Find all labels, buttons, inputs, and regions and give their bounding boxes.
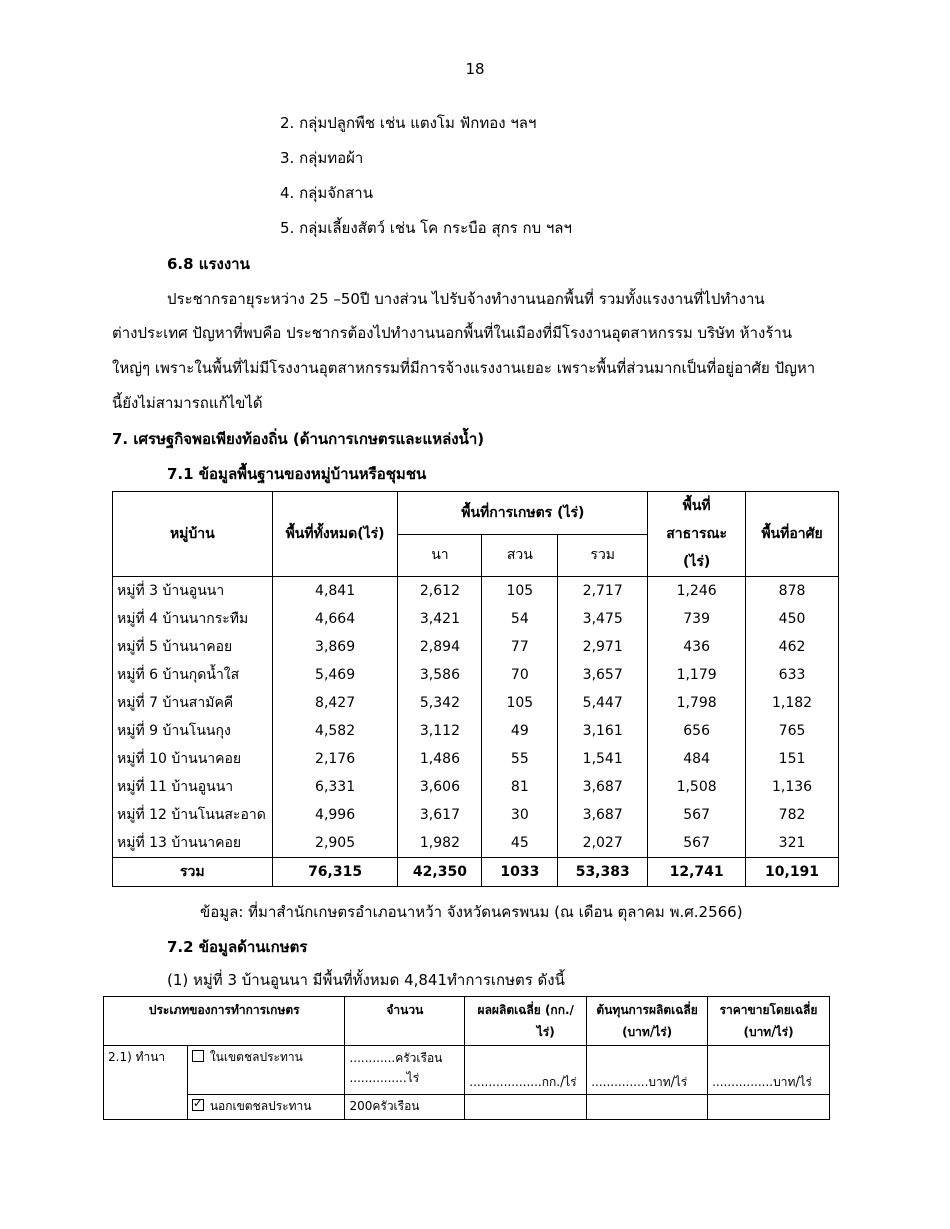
table-row: [113, 717, 839, 745]
header-price-line2: (บาท/ไร่): [743, 1025, 794, 1039]
table-cell: 30: [482, 801, 558, 829]
list-item: 5. กลุ่มเลี้ยงสัตว์ เช่น โค กระบือ สุกร กบ ฯลฯ: [280, 219, 572, 237]
paragraph-line: นี้ยังไม่สามารถแก้ไขได้: [112, 394, 263, 412]
table-cell: 6,331: [272, 773, 398, 801]
header-type: ประเภทของการทำการเกษตร: [104, 997, 345, 1046]
table-cell: 5,342: [398, 689, 482, 717]
table-cell: 3,112: [398, 717, 482, 745]
table-cell: 656: [648, 717, 746, 745]
option-non-irrigated-amount: 200ครัวเรือน: [345, 1095, 465, 1120]
table-cell: 2,717: [558, 577, 648, 606]
table-cell: 2,905: [272, 829, 398, 858]
table-cell: 2,971: [558, 633, 648, 661]
table-source-note: ข้อมูล: ที่มาสำนักเกษตรอำเภอนาหว้า จังหวัดนครพนม (ณ เดือน ตุลาคม พ.ศ.2566): [200, 903, 743, 921]
header-yield-line2: ไร่): [536, 1025, 555, 1039]
paragraph-line: ใหญ่ๆ เพราะในพื้นที่ไม่มีโรงงานอุตสาหกรรมที่มีการจ้างแรงงานเยอะ เพราะพื้นที่ส่วนมากเป็นที่อยู่อาศัย ปัญหา: [112, 359, 816, 377]
table-cell: 4,582: [272, 717, 398, 745]
rai-blank: ...............ไร่: [349, 1071, 420, 1085]
table-cell: 105: [482, 577, 558, 606]
table-cell: 1,136: [746, 773, 839, 801]
table-cell: 3,657: [558, 661, 648, 689]
header-agri-total: รวม: [558, 534, 648, 577]
table-cell: 450: [746, 605, 839, 633]
header-total-area: พื้นที่ทั้งหมด(ไร่): [272, 492, 398, 577]
table-cell: 3,617: [398, 801, 482, 829]
table-cell: 4,841: [272, 577, 398, 606]
table-cell: 4,664: [272, 605, 398, 633]
table-cell: 2,176: [272, 745, 398, 773]
header-village: หมู่บ้าน: [113, 492, 273, 577]
total-cell: 53,383: [558, 858, 648, 887]
table-cell: 1,982: [398, 829, 482, 858]
village-name-cell: หมู่ที่ 13 บ้านนาคอย: [113, 829, 273, 858]
table-cell: 8,427: [272, 689, 398, 717]
table-cell: 49: [482, 717, 558, 745]
rice-farming-row-2: [104, 1095, 830, 1120]
village-name-cell: หมู่ที่ 4 บ้านนากระทืม: [113, 605, 273, 633]
header-cost-line1: ต้นทุนการผลิตเฉลี่ย: [596, 1003, 698, 1017]
table-cell: 4,996: [272, 801, 398, 829]
header-rice: นา: [398, 534, 482, 577]
table-cell: 878: [746, 577, 839, 606]
list-item: 3. กลุ่มทอผ้า: [280, 149, 364, 167]
table-cell: 765: [746, 717, 839, 745]
table-cell: 3,606: [398, 773, 482, 801]
table-cell: 55: [482, 745, 558, 773]
table-row: [113, 801, 839, 829]
table-cell: 633: [746, 661, 839, 689]
header-cost: [587, 997, 708, 1046]
table-cell: 45: [482, 829, 558, 858]
header-price: [708, 997, 830, 1046]
paragraph-line: ประชากรอายุระหว่าง 25 –50ปี บางส่วน ไปรับจ้างทำงานนอกพื้นที่ รวมทั้งแรงงานที่ไปทำงาน: [167, 290, 765, 308]
checkbox-irrigated-icon[interactable]: [192, 1050, 204, 1062]
table-cell: 436: [648, 633, 746, 661]
header-price-line1: ราคาขายโดยเฉลี่ย: [719, 1003, 818, 1017]
table-cell: 3,687: [558, 801, 648, 829]
agriculture-table: [103, 996, 830, 1120]
table-cell: 2,612: [398, 577, 482, 606]
option-irrigated-label: ในเขตชลประทาน: [209, 1050, 303, 1064]
village-name-cell: หมู่ที่ 9 บ้านโนนกุง: [113, 717, 273, 745]
village-name-cell: หมู่ที่ 12 บ้านโนนสะอาด: [113, 801, 273, 829]
header-public-area: [648, 492, 746, 577]
section-heading-7-1: 7.1 ข้อมูลพื้นฐานของหมู่บ้านหรือชุมชน: [167, 465, 427, 483]
table-cell: 3,586: [398, 661, 482, 689]
header-residential: พื้นที่อาศัย: [746, 492, 839, 577]
table-cell: 1,179: [648, 661, 746, 689]
table-row: [113, 633, 839, 661]
table-cell: 54: [482, 605, 558, 633]
total-cell: 76,315: [272, 858, 398, 887]
table-cell: 3,161: [558, 717, 648, 745]
table-row: [113, 829, 839, 858]
table-cell: 70: [482, 661, 558, 689]
option-irrigated-amount: [345, 1046, 465, 1095]
table-cell: 1,486: [398, 745, 482, 773]
table-cell: 151: [746, 745, 839, 773]
header-public-line3: (ไร่): [682, 554, 711, 570]
table-cell: 3,421: [398, 605, 482, 633]
header-agri-area: พื้นที่การเกษตร (ไร่): [398, 492, 648, 535]
table-cell: 81: [482, 773, 558, 801]
option-irrigated[interactable]: [187, 1046, 345, 1095]
village-name-cell: หมู่ที่ 7 บ้านสามัคคี: [113, 689, 273, 717]
table-cell: 484: [648, 745, 746, 773]
table-cell: 1,246: [648, 577, 746, 606]
table-row: [113, 661, 839, 689]
table-row: [113, 773, 839, 801]
table-cell: 1,541: [558, 745, 648, 773]
total-cell: 42,350: [398, 858, 482, 887]
table-cell: 2,894: [398, 633, 482, 661]
table-cell: 782: [746, 801, 839, 829]
header-public-line2: สาธารณะ: [666, 526, 728, 542]
table-cell: 3,869: [272, 633, 398, 661]
option-non-irrigated-label: นอกเขตชลประทาน: [209, 1099, 312, 1113]
header-amount: จำนวน: [345, 997, 465, 1046]
table-cell: 1,508: [648, 773, 746, 801]
table-cell: 77: [482, 633, 558, 661]
households-blank: ............ครัวเรือน: [349, 1051, 443, 1065]
village-name-cell: หมู่ที่ 3 บ้านอูนนา: [113, 577, 273, 606]
page-number: 18: [465, 60, 485, 78]
table-row: [113, 577, 839, 606]
total-cell: 10,191: [746, 858, 839, 887]
table-cell: 3,475: [558, 605, 648, 633]
table-row: [113, 605, 839, 633]
table-row: [113, 689, 839, 717]
village-name-cell: หมู่ที่ 10 บ้านนาคอย: [113, 745, 273, 773]
village-name-cell: หมู่ที่ 11 บ้านอูนนา: [113, 773, 273, 801]
land-area-table-body: [113, 577, 839, 858]
row-label: 2.1) ทำนา: [104, 1046, 188, 1120]
empty-cell: [587, 1095, 708, 1120]
table-cell: 567: [648, 829, 746, 858]
empty-cell: [465, 1095, 587, 1120]
section-heading-6-8: 6.8 แรงงาน: [167, 255, 250, 273]
header-garden: สวน: [482, 534, 558, 577]
paragraph-line: ต่างประเทศ ปัญหาที่พบคือ ประชากรต้องไปทำงานนอกพื้นที่ในเมืองที่มีโรงงานอุตสาหกรรม บริษัท ห้างร้าน: [112, 324, 793, 342]
village-name-cell: หมู่ที่ 5 บ้านนาคอย: [113, 633, 273, 661]
list-item: 4. กลุ่มจักสาน: [280, 184, 373, 202]
header-public-line1: พื้นที่: [682, 498, 711, 514]
table-cell: 739: [648, 605, 746, 633]
table-cell: 2,027: [558, 829, 648, 858]
header-yield: [465, 997, 587, 1046]
checkbox-non-irrigated-icon[interactable]: [192, 1099, 204, 1111]
land-area-table: [112, 491, 839, 887]
table-cell: 567: [648, 801, 746, 829]
table-cell: 321: [746, 829, 839, 858]
section-heading-7-2: 7.2 ข้อมูลด้านเกษตร: [167, 938, 308, 956]
section-intro: (1) หมู่ที่ 3 บ้านอูนนา มีพื้นที่ทั้งหมด 4,841ทำการเกษตร ดังนี้: [167, 971, 565, 989]
empty-cell: [708, 1095, 830, 1120]
cost-blank: ...............บาท/ไร่: [587, 1046, 708, 1095]
village-name-cell: หมู่ที่ 6 บ้านกุดน้ำใส: [113, 661, 273, 689]
list-item: 2. กลุ่มปลูกพืช เช่น แตงโม ฟักทอง ฯลฯ: [280, 114, 537, 132]
price-blank: ................บาท/ไร่: [708, 1046, 830, 1095]
option-non-irrigated[interactable]: [187, 1095, 345, 1120]
table-cell: 3,687: [558, 773, 648, 801]
rice-farming-row: [104, 1046, 830, 1095]
table-cell: 5,447: [558, 689, 648, 717]
header-cost-line2: (บาท/ไร่): [622, 1025, 673, 1039]
table-cell: 105: [482, 689, 558, 717]
yield-blank: ...................กก./ไร่: [465, 1046, 587, 1095]
table-cell: 1,182: [746, 689, 839, 717]
total-cell: รวม: [113, 858, 273, 887]
total-cell: 12,741: [648, 858, 746, 887]
table-cell: 462: [746, 633, 839, 661]
table-cell: 5,469: [272, 661, 398, 689]
section-heading-7: 7. เศรษฐกิจพอเพียงท้องถิ่น (ด้านการเกษตรและแหล่งน้ำ): [112, 430, 485, 448]
total-row: [113, 858, 839, 887]
header-yield-line1: ผลผลิตเฉลี่ย (กก./: [477, 1003, 574, 1017]
table-cell: 1,798: [648, 689, 746, 717]
table-row: [113, 745, 839, 773]
total-cell: 1033: [482, 858, 558, 887]
